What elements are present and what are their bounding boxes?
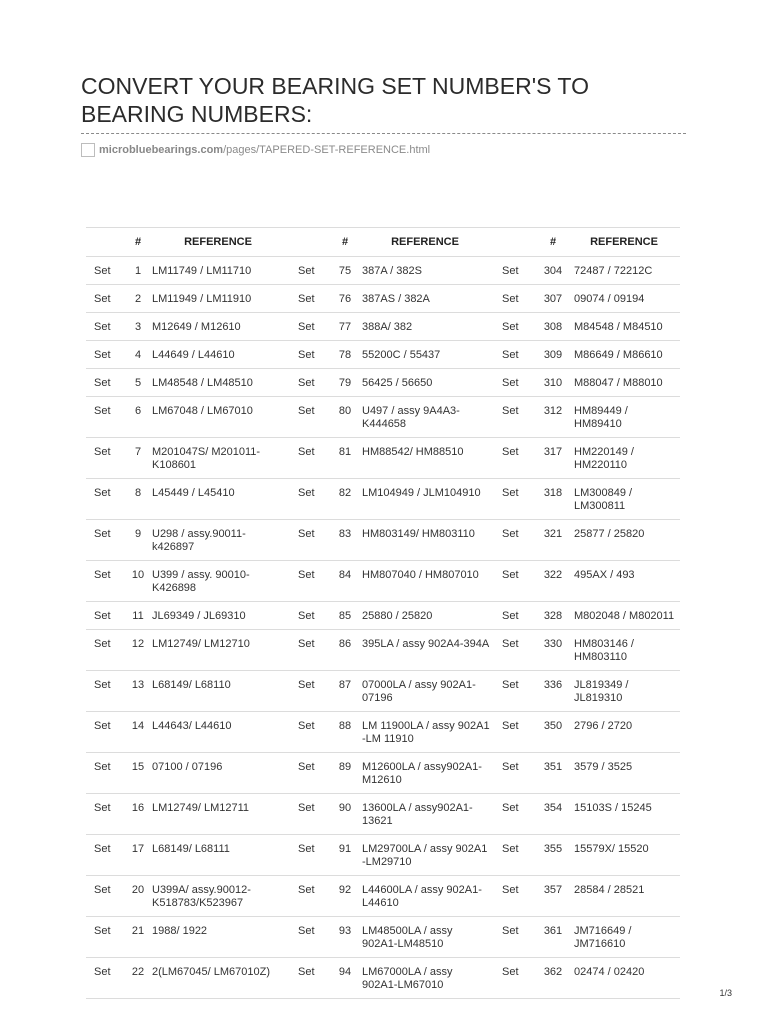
set-label: Set [494, 630, 538, 671]
set-number: 330 [538, 630, 568, 671]
set-number: 8 [130, 479, 146, 520]
source-path: /pages/TAPERED-SET-REFERENCE.html [223, 144, 431, 156]
set-label: Set [86, 369, 130, 397]
set-number: 76 [334, 285, 356, 313]
set-number: 309 [538, 341, 568, 369]
bearing-reference: L68149/ L68110 [146, 671, 290, 712]
header-number: # [130, 228, 146, 257]
header-blank [494, 228, 538, 257]
bearing-reference: 13600LA / assy902A1-13621 [356, 794, 494, 835]
table-row [86, 479, 680, 520]
set-number: 354 [538, 794, 568, 835]
header-reference: REFERENCE [356, 228, 494, 257]
set-label: Set [86, 397, 130, 438]
set-number: 17 [130, 835, 146, 876]
set-label: Set [494, 958, 538, 999]
bearing-reference: LM67048 / LM67010 [146, 397, 290, 438]
table-row [86, 794, 680, 835]
set-number: 361 [538, 917, 568, 958]
set-number: 93 [334, 917, 356, 958]
table-row [86, 520, 680, 561]
bearing-reference: 56425 / 56650 [356, 369, 494, 397]
set-number: 92 [334, 876, 356, 917]
set-label: Set [290, 520, 334, 561]
set-label: Set [494, 369, 538, 397]
bearing-reference: LM 11900LA / assy 902A1 -LM 11910 [356, 712, 494, 753]
bearing-reference: 3579 / 3525 [568, 753, 680, 794]
set-label: Set [494, 835, 538, 876]
bearing-reference: M86649 / M86610 [568, 341, 680, 369]
set-label: Set [494, 712, 538, 753]
bearing-reference: 15579X/ 15520 [568, 835, 680, 876]
set-number: 7 [130, 438, 146, 479]
set-number: 82 [334, 479, 356, 520]
bearing-reference: U399 / assy. 90010-K426898 [146, 561, 290, 602]
bearing-reference: L44649 / L44610 [146, 341, 290, 369]
bearing-reference: 1988/ 1922 [146, 917, 290, 958]
bearing-reference: HM803146 / HM803110 [568, 630, 680, 671]
table-row [86, 671, 680, 712]
set-number: 1 [130, 257, 146, 285]
set-number: 2 [130, 285, 146, 313]
set-number: 5 [130, 369, 146, 397]
bearing-reference: LM67000LA / assy 902A1-LM67010 [356, 958, 494, 999]
set-label: Set [86, 712, 130, 753]
header-number: # [334, 228, 356, 257]
set-label: Set [494, 794, 538, 835]
set-label: Set [494, 285, 538, 313]
set-number: 88 [334, 712, 356, 753]
set-number: 351 [538, 753, 568, 794]
reference-table [86, 227, 680, 999]
bearing-reference: LM12749/ LM12711 [146, 794, 290, 835]
table-row [86, 285, 680, 313]
set-label: Set [290, 958, 334, 999]
table-row [86, 876, 680, 917]
set-number: 10 [130, 561, 146, 602]
set-label: Set [494, 520, 538, 561]
bearing-reference: L44600LA / assy 902A1-L44610 [356, 876, 494, 917]
set-label: Set [86, 917, 130, 958]
bearing-reference: M201047S/ M201011-K108601 [146, 438, 290, 479]
set-label: Set [494, 917, 538, 958]
set-number: 87 [334, 671, 356, 712]
set-label: Set [290, 602, 334, 630]
bearing-reference: L45449 / L45410 [146, 479, 290, 520]
set-number: 94 [334, 958, 356, 999]
bearing-reference: HM807040 / HM807010 [356, 561, 494, 602]
set-label: Set [86, 520, 130, 561]
set-label: Set [86, 794, 130, 835]
bearing-reference: 2(LM67045/ LM67010Z) [146, 958, 290, 999]
set-number: 336 [538, 671, 568, 712]
bearing-reference: LM29700LA / assy 902A1 -LM29710 [356, 835, 494, 876]
set-label: Set [86, 671, 130, 712]
set-number: 4 [130, 341, 146, 369]
bearing-reference: 72487 / 72212C [568, 257, 680, 285]
set-number: 89 [334, 753, 356, 794]
set-number: 84 [334, 561, 356, 602]
set-label: Set [290, 794, 334, 835]
set-number: 12 [130, 630, 146, 671]
bearing-reference: 07100 / 07196 [146, 753, 290, 794]
bearing-reference: LM12749/ LM12710 [146, 630, 290, 671]
set-label: Set [86, 341, 130, 369]
set-label: Set [494, 479, 538, 520]
set-label: Set [290, 917, 334, 958]
set-number: 362 [538, 958, 568, 999]
bearing-reference: M88047 / M88010 [568, 369, 680, 397]
set-number: 307 [538, 285, 568, 313]
set-number: 83 [334, 520, 356, 561]
set-label: Set [290, 397, 334, 438]
set-number: 11 [130, 602, 146, 630]
set-label: Set [494, 753, 538, 794]
source-domain: microbluebearings.com [99, 144, 224, 156]
bearing-reference: 495AX / 493 [568, 561, 680, 602]
set-number: 14 [130, 712, 146, 753]
set-label: Set [86, 876, 130, 917]
set-number: 3 [130, 313, 146, 341]
set-label: Set [86, 835, 130, 876]
bearing-reference: LM11949 / LM11910 [146, 285, 290, 313]
bearing-reference: U497 / assy 9A4A3-K444658 [356, 397, 494, 438]
table-row [86, 712, 680, 753]
set-label: Set [86, 602, 130, 630]
set-label: Set [290, 369, 334, 397]
bearing-reference: JM716649 / JM716610 [568, 917, 680, 958]
set-number: 355 [538, 835, 568, 876]
set-number: 22 [130, 958, 146, 999]
table-row [86, 917, 680, 958]
set-label: Set [290, 438, 334, 479]
set-label: Set [86, 753, 130, 794]
bearing-reference: 2796 / 2720 [568, 712, 680, 753]
bearing-reference: 28584 / 28521 [568, 876, 680, 917]
set-number: 6 [130, 397, 146, 438]
set-number: 21 [130, 917, 146, 958]
set-number: 91 [334, 835, 356, 876]
set-number: 15 [130, 753, 146, 794]
header-blank [290, 228, 334, 257]
table-row [86, 397, 680, 438]
table-row [86, 341, 680, 369]
bearing-reference: 388A/ 382 [356, 313, 494, 341]
set-number: 13 [130, 671, 146, 712]
bearing-reference: U298 / assy.90011-k426897 [146, 520, 290, 561]
bearing-reference: LM300849 / LM300811 [568, 479, 680, 520]
bearing-reference: HM89449 / HM89410 [568, 397, 680, 438]
set-number: 77 [334, 313, 356, 341]
bearing-reference: L44643/ L44610 [146, 712, 290, 753]
set-label: Set [86, 630, 130, 671]
set-number: 310 [538, 369, 568, 397]
set-label: Set [290, 479, 334, 520]
set-number: 357 [538, 876, 568, 917]
set-number: 75 [334, 257, 356, 285]
set-label: Set [494, 397, 538, 438]
set-label: Set [86, 479, 130, 520]
set-label: Set [290, 630, 334, 671]
bearing-reference: 387A / 382S [356, 257, 494, 285]
set-label: Set [290, 285, 334, 313]
set-label: Set [290, 876, 334, 917]
set-number: 318 [538, 479, 568, 520]
set-label: Set [86, 958, 130, 999]
set-label: Set [494, 341, 538, 369]
bearing-reference: 25877 / 25820 [568, 520, 680, 561]
table-row [86, 753, 680, 794]
set-label: Set [290, 753, 334, 794]
header-number: # [538, 228, 568, 257]
set-number: 90 [334, 794, 356, 835]
set-number: 85 [334, 602, 356, 630]
set-number: 20 [130, 876, 146, 917]
table-row [86, 438, 680, 479]
set-number: 328 [538, 602, 568, 630]
header-reference: REFERENCE [568, 228, 680, 257]
dashed-divider [81, 133, 686, 134]
bearing-reference: 09074 / 09194 [568, 285, 680, 313]
bearing-reference: 55200C / 55437 [356, 341, 494, 369]
table-row [86, 602, 680, 630]
set-label: Set [290, 671, 334, 712]
bearing-reference: JL819349 / JL819310 [568, 671, 680, 712]
bearing-reference: L68149/ L68111 [146, 835, 290, 876]
favicon-icon [81, 143, 95, 157]
set-number: 81 [334, 438, 356, 479]
set-label: Set [494, 561, 538, 602]
bearing-reference: 387AS / 382A [356, 285, 494, 313]
bearing-reference: LM104949 / JLM104910 [356, 479, 494, 520]
set-number: 78 [334, 341, 356, 369]
set-label: Set [290, 712, 334, 753]
bearing-reference: HM220149 / HM220110 [568, 438, 680, 479]
set-label: Set [86, 257, 130, 285]
bearing-reference: LM11749 / LM11710 [146, 257, 290, 285]
table-row [86, 958, 680, 999]
set-label: Set [494, 313, 538, 341]
set-number: 16 [130, 794, 146, 835]
bearing-reference: 395LA / assy 902A4-394A [356, 630, 494, 671]
set-number: 322 [538, 561, 568, 602]
set-number: 321 [538, 520, 568, 561]
table-row [86, 313, 680, 341]
header-blank [86, 228, 130, 257]
bearing-reference: M802048 / M802011 [568, 602, 680, 630]
set-label: Set [290, 257, 334, 285]
bearing-reference: JL69349 / JL69310 [146, 602, 290, 630]
set-label: Set [494, 257, 538, 285]
set-number: 304 [538, 257, 568, 285]
bearing-reference: LM48500LA / assy 902A1-LM48510 [356, 917, 494, 958]
set-label: Set [86, 561, 130, 602]
set-label: Set [290, 341, 334, 369]
bearing-reference: M12649 / M12610 [146, 313, 290, 341]
bearing-reference: HM803149/ HM803110 [356, 520, 494, 561]
page-number: 1/3 [719, 988, 732, 998]
set-number: 350 [538, 712, 568, 753]
table-row [86, 369, 680, 397]
set-label: Set [494, 438, 538, 479]
set-number: 312 [538, 397, 568, 438]
bearing-reference: 25880 / 25820 [356, 602, 494, 630]
set-label: Set [290, 313, 334, 341]
set-label: Set [290, 561, 334, 602]
bearing-reference: U399A/ assy.90012-K518783/K523967 [146, 876, 290, 917]
page-title: CONVERT YOUR BEARING SET NUMBER'S TO BEARING NUMBERS: [81, 73, 589, 127]
set-number: 80 [334, 397, 356, 438]
bearing-reference: M12600LA / assy902A1-M12610 [356, 753, 494, 794]
bearing-reference: M84548 / M84510 [568, 313, 680, 341]
table-row [86, 835, 680, 876]
source-link[interactable] [81, 142, 430, 158]
table-row [86, 630, 680, 671]
set-label: Set [290, 835, 334, 876]
bearing-reference: LM48548 / LM48510 [146, 369, 290, 397]
set-number: 9 [130, 520, 146, 561]
set-number: 79 [334, 369, 356, 397]
table-row [86, 257, 680, 285]
set-label: Set [86, 285, 130, 313]
table-row [86, 561, 680, 602]
set-number: 86 [334, 630, 356, 671]
header-reference: REFERENCE [146, 228, 290, 257]
set-label: Set [86, 313, 130, 341]
set-label: Set [494, 876, 538, 917]
set-number: 317 [538, 438, 568, 479]
bearing-reference: HM88542/ HM88510 [356, 438, 494, 479]
bearing-reference: 07000LA / assy 902A1-07196 [356, 671, 494, 712]
bearing-reference: 15103S / 15245 [568, 794, 680, 835]
bearing-reference: 02474 / 02420 [568, 958, 680, 999]
set-number: 308 [538, 313, 568, 341]
set-label: Set [494, 671, 538, 712]
set-label: Set [494, 602, 538, 630]
set-label: Set [86, 438, 130, 479]
table-header-row [86, 228, 680, 257]
